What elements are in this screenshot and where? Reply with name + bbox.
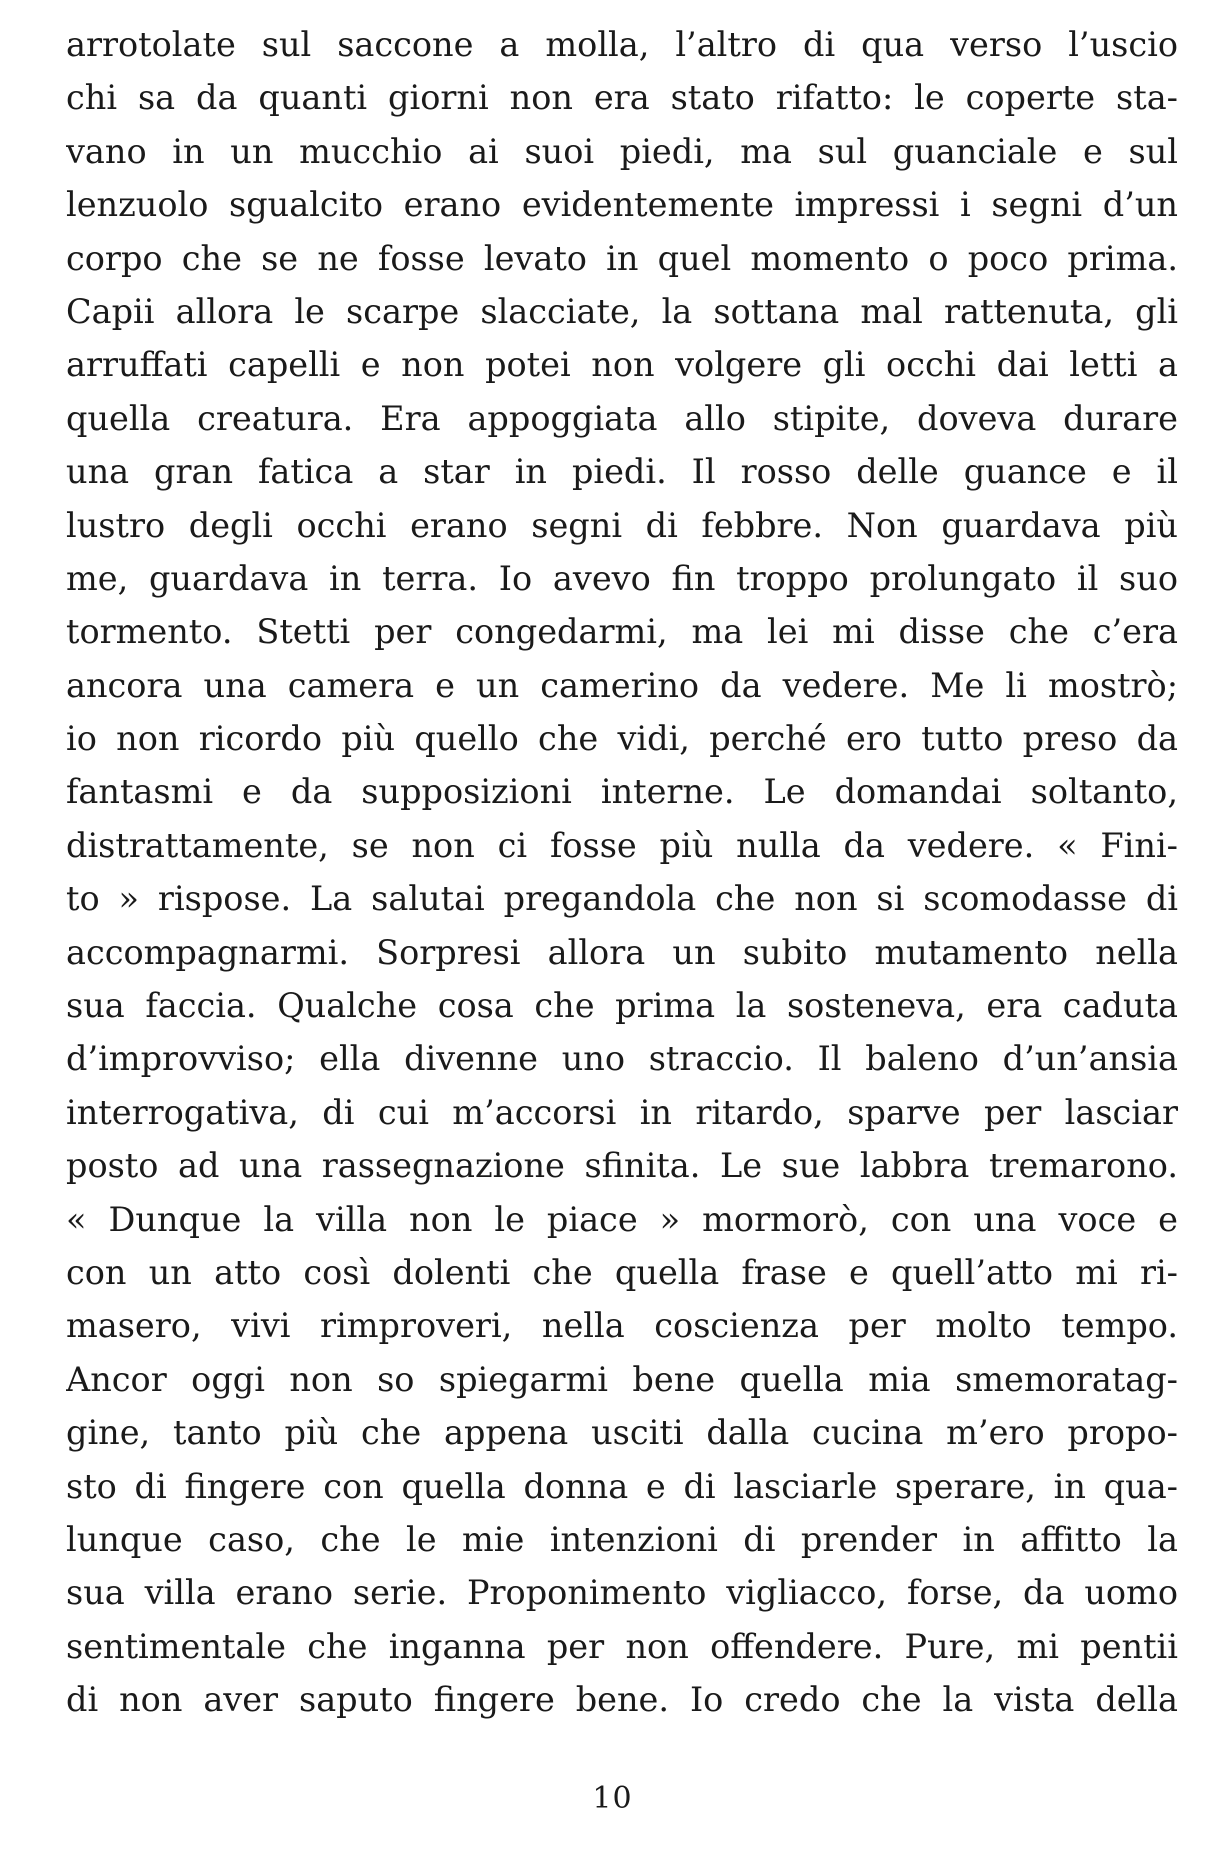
text-line: to » rispose. La salutai pregandola che non si scomodasse di (66, 879, 1178, 919)
body-text (66, 18, 1178, 1727)
text-line: di non aver saputo fingere bene. Io credo che la vista della (66, 1680, 1178, 1720)
text-line: sua faccia. Qualche cosa che prima la sosteneva, era caduta (66, 986, 1178, 1026)
text-line: chi sa da quanti giorni non era stato rifatto: le coperte sta- (66, 78, 1178, 118)
text-line: accompagnarmi. Sorpresi allora un subito mutamento nella (66, 932, 1178, 972)
text-line: d’improvviso; ella divenne uno straccio. Il baleno d’un’ansia (66, 1039, 1178, 1079)
text-line: « Dunque la villa non le piace » mormorò, con una voce e (66, 1199, 1178, 1239)
text-line: sto di fingere con quella donna e di lasciarle sperare, in qua- (66, 1466, 1178, 1506)
text-line: interrogativa, di cui m’accorsi in ritardo, sparve per lasciar (66, 1092, 1178, 1132)
text-line: Capii allora le scarpe slacciate, la sottana mal rattenuta, gli (66, 291, 1178, 331)
text-line: lenzuolo sgualcito erano evidentemente impressi i segni d’un (66, 185, 1178, 225)
text-line: con un atto così dolenti che quella frase e quell’atto mi ri- (66, 1252, 1178, 1292)
text-line: gine, tanto più che appena usciti dalla cucina m’ero propo- (66, 1413, 1178, 1453)
text-line: distrattamente, se non ci fosse più nulla da vedere. « Fini- (66, 825, 1178, 865)
text-line: masero, vivi rimproveri, nella coscienza per molto tempo. (66, 1306, 1178, 1346)
text-line: corpo che se ne fosse levato in quel momento o poco prima. (66, 238, 1178, 278)
text-line: posto ad una rassegnazione sfinita. Le sue labbra tremarono. (66, 1146, 1178, 1186)
text-line: quella creatura. Era appoggiata allo stipite, doveva durare (66, 398, 1178, 438)
text-line: arruffati capelli e non potei non volgere gli occhi dai letti a (66, 345, 1178, 385)
text-line: sentimentale che inganna per non offendere. Pure, mi pentii (66, 1626, 1178, 1666)
text-line: lunque caso, che le mie intenzioni di prender in affitto la (66, 1519, 1178, 1559)
text-line: Ancor oggi non so spiegarmi bene quella mia smemoratag- (66, 1359, 1178, 1399)
text-line: fantasmi e da supposizioni interne. Le domandai soltanto, (66, 772, 1178, 812)
text-line: arrotolate sul saccone a molla, l’altro di qua verso l’uscio (66, 25, 1178, 64)
text-line: io non ricordo più quello che vidi, perché ero tutto preso da (66, 719, 1178, 759)
page-number: 10 (592, 1781, 633, 1816)
text-line: me, guardava in terra. Io avevo fin troppo prolungato il suo (66, 558, 1178, 598)
text-line: lustro degli occhi erano segni di febbre. Non guardava più (66, 505, 1178, 545)
text-line: tormento. Stetti per congedarmi, ma lei mi disse che c’era (66, 612, 1178, 652)
text-line: vano in un mucchio ai suoi piedi, ma sul guanciale e sul (66, 131, 1178, 171)
text-line: ancora una camera e un camerino da vedere. Me li mostrò; (66, 665, 1178, 705)
text-line: una gran fatica a star in piedi. Il rosso delle guance e il (66, 452, 1178, 492)
text-line: sua villa erano serie. Proponimento vigliacco, forse, da uomo (66, 1573, 1178, 1613)
